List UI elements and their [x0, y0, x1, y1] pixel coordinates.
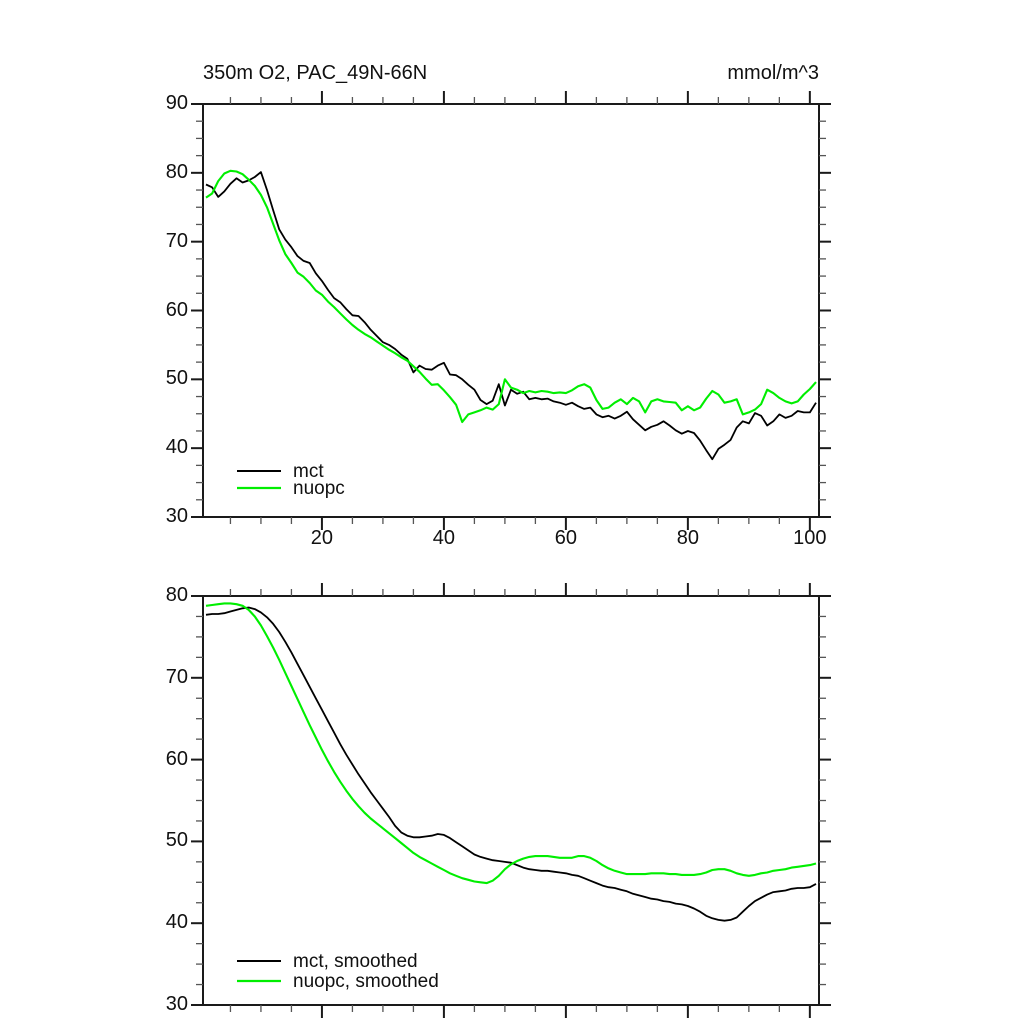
y-tick-label: 50: [165, 367, 188, 390]
plot-border-bottom: [203, 596, 819, 1005]
legend-label-nuopc: nuopc: [293, 478, 345, 499]
y-tick-label: 70: [165, 665, 188, 688]
y-tick-label: 50: [165, 829, 188, 852]
x-tick-label: 40: [432, 527, 456, 549]
y-tick-label: 80: [165, 584, 188, 606]
series-line-nuopc: [206, 171, 816, 422]
legend-label-nuopc-smoothed: nuopc, smoothed: [293, 971, 439, 992]
x-tick-label: 80: [676, 527, 699, 549]
series-line-nuopc-smoothed: [206, 603, 816, 883]
x-tick-label: 60: [554, 527, 578, 549]
x-tick-label: 100: [793, 527, 827, 549]
plot-border-top: [203, 104, 819, 517]
y-tick-label: 60: [165, 298, 188, 321]
units-label: mmol/m^3: [727, 62, 819, 84]
y-tick-label: 40: [165, 911, 188, 934]
x-tick-label: 20: [310, 527, 334, 549]
y-tick-label: 30: [165, 993, 188, 1015]
y-tick-label: 90: [165, 92, 188, 114]
y-tick-label: 30: [165, 505, 188, 527]
y-tick-label: 80: [165, 160, 188, 183]
series-line-mct: [206, 172, 816, 459]
legend-label-mct-smoothed: mct, smoothed: [293, 951, 418, 972]
chart-title: 350m O2, PAC_49N-66N: [203, 62, 428, 84]
y-tick-label: 40: [165, 436, 188, 459]
series-line-mct-smoothed: [206, 608, 816, 921]
legend-label-mct: mct: [293, 461, 324, 482]
y-tick-label: 60: [165, 747, 188, 770]
y-tick-label: 70: [165, 229, 188, 252]
